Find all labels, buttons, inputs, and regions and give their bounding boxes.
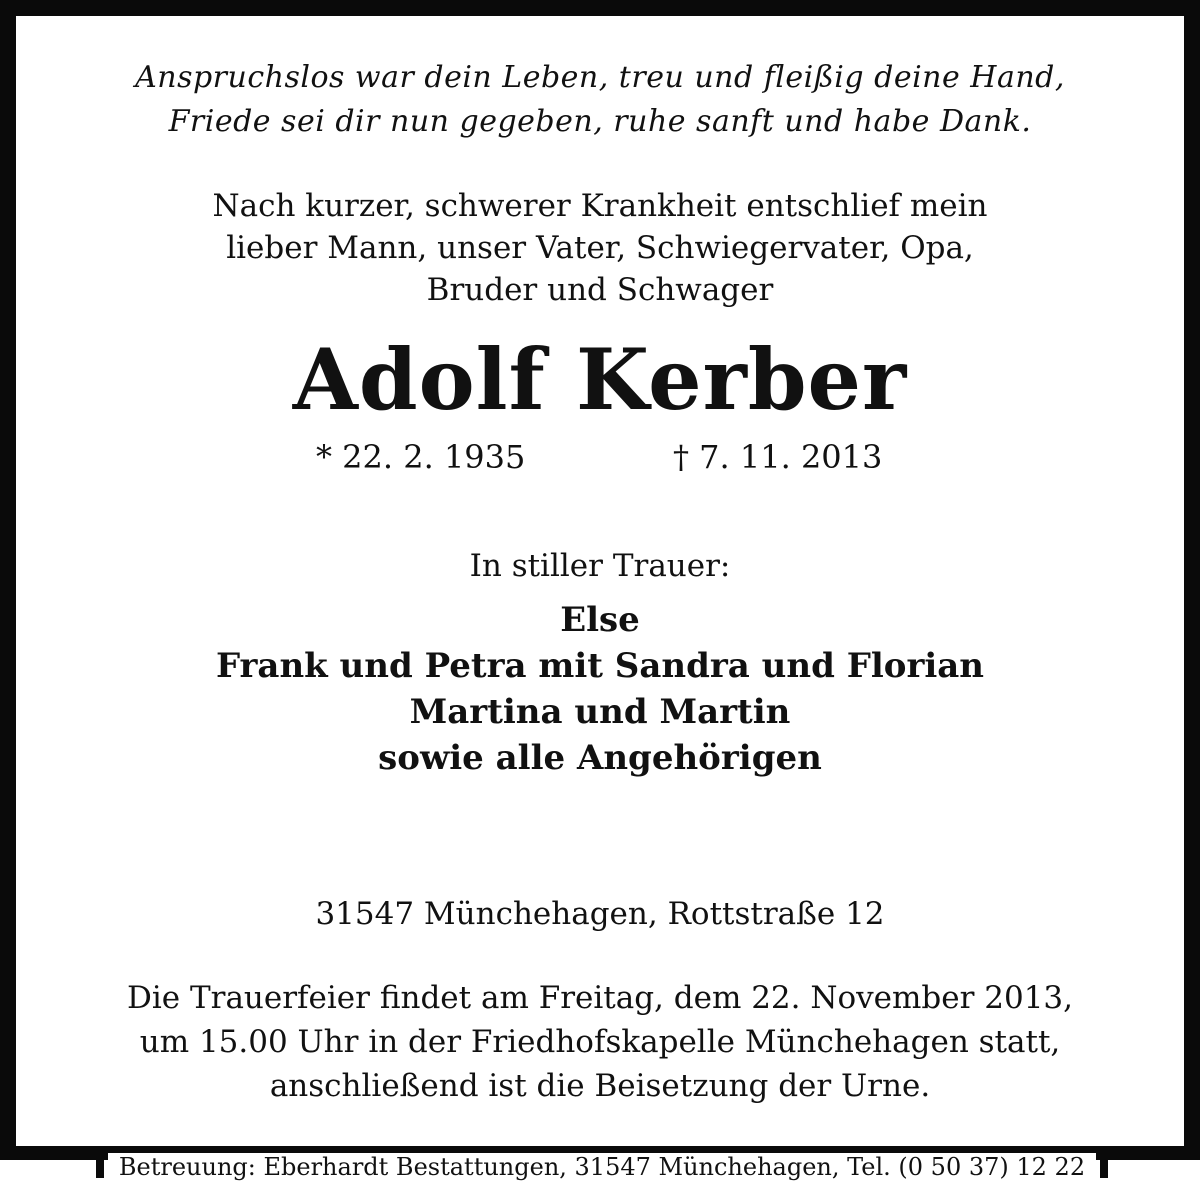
intro-line-2: lieber Mann, unser Vater, Schwiegervater, Opa, <box>226 230 974 266</box>
intro-line-1: Nach kurzer, schwerer Krankheit entschlief mein <box>212 188 988 224</box>
funeral-home-footer: Betreuung: Eberhardt Bestattungen, 31547 Münchehagen, Tel. (0 50 37) 12 22 <box>108 1153 1096 1181</box>
motto-line-2: Friede sei dir nun gegeben, ruhe sanft und habe Dank. <box>168 104 1032 139</box>
address: 31547 Münchehagen, Rottstraße 12 <box>315 896 885 932</box>
intro-line-3: Bruder und Schwager <box>426 272 774 308</box>
footer-bar-left <box>96 1158 104 1178</box>
death-date: † 7. 11. 2013 <box>673 438 883 476</box>
mourner-line: Else <box>560 600 640 640</box>
birth-date: * 22. 2. 1935 <box>316 438 526 476</box>
ceremony-line-3: anschließend ist die Beisetzung der Urne. <box>269 1068 931 1104</box>
motto-line-1: Anspruchslos war dein Leben, treu und fleißig deine Hand, <box>135 60 1065 95</box>
deceased-name: Adolf Kerber <box>292 330 908 429</box>
ceremony-line-2: um 15.00 Uhr in der Friedhofskapelle Münchehagen statt, <box>139 1024 1061 1060</box>
ceremony-line-1: Die Trauerfeier findet am Freitag, dem 22. November 2013, <box>126 980 1074 1016</box>
mourning-heading: In stiller Trauer: <box>469 548 731 584</box>
mourner-line: Martina und Martin <box>409 692 791 732</box>
mourner-line: Frank und Petra mit Sandra und Florian <box>215 646 985 686</box>
footer-bar-right <box>1100 1158 1108 1178</box>
mourner-line: sowie alle Angehörigen <box>378 738 822 778</box>
